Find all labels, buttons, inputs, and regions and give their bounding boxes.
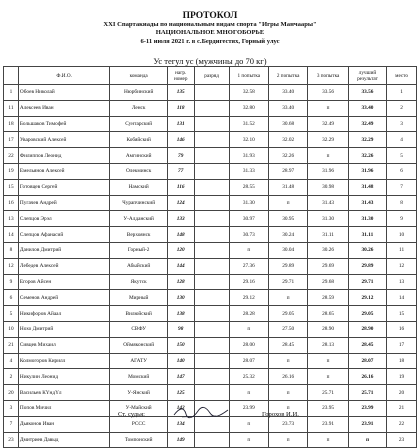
table-row (4, 148, 417, 164)
col-header-attempt-2: 2 попытка (269, 67, 308, 85)
rank-cell (194, 100, 229, 116)
protocol-header (0, 12, 420, 46)
start-order-cell: 22 (4, 148, 19, 164)
final-position-cell: 19 (387, 369, 417, 385)
rank-cell (194, 85, 229, 101)
final-position-cell: 13 (387, 274, 417, 290)
final-position-cell: 1 (387, 85, 417, 101)
team-cell: Кобяйский (110, 132, 167, 148)
start-order-cell: 12 (4, 258, 19, 274)
athlete-name-cell: Слепцов Эрэл (18, 211, 110, 227)
start-order-cell: 6 (4, 290, 19, 306)
attempt-2-cell: п (269, 385, 308, 401)
attempt-1-cell: п (229, 432, 268, 448)
bib-number-cell: 147 (167, 369, 194, 385)
start-order-cell: 1 (4, 85, 19, 101)
attempt-3-cell: п (308, 353, 348, 369)
attempt-2-cell: 29.89 (269, 258, 308, 274)
start-order-cell: 11 (4, 100, 19, 116)
attempt-3-cell: п (308, 369, 348, 385)
bib-number-cell: 98 (167, 321, 194, 337)
attempt-3-cell: п (308, 148, 348, 164)
attempt-2-cell: 27.50 (269, 321, 308, 337)
rank-cell (194, 337, 229, 353)
table-row (4, 85, 417, 101)
table-row (4, 321, 417, 337)
final-position-cell: 20 (387, 385, 417, 401)
event-name: XXI Спартакиады по национальным видам спорта "Игры Манчаары" (103, 20, 317, 28)
attempt-2-cell: 30.24 (269, 227, 308, 243)
best-result-cell: 30.26 (348, 242, 386, 258)
final-position-cell: 10 (387, 227, 417, 243)
attempt-1-cell: 29.12 (229, 290, 268, 306)
table-row (4, 385, 417, 401)
athlete-name-cell: Егоров Айсен (18, 274, 110, 290)
attempt-1-cell: 32.80 (229, 100, 268, 116)
start-order-cell: 16 (4, 195, 19, 211)
start-order-cell: 3 (4, 400, 19, 416)
col-header-attempt-3: 3 попытка (308, 67, 348, 85)
attempt-2-cell: 31.48 (269, 179, 308, 195)
chief-judge-label: Ст. судья: (118, 411, 145, 418)
final-position-cell: 18 (387, 353, 417, 369)
category-subtitle: Ус тегул ус (мужчины до 70 кг) (153, 56, 267, 66)
attempt-2-cell: 29.71 (269, 274, 308, 290)
table-header-row (4, 67, 417, 85)
attempt-3-cell: 29.68 (308, 274, 348, 290)
rank-cell (194, 290, 229, 306)
chief-judge-name: Горохов И.И. (262, 411, 299, 418)
event-dates-location: 6-11 июля 2021 г. в с.Бердигестях, Горный улус (140, 37, 280, 45)
attempt-3-cell: 23.91 (308, 416, 348, 432)
start-order-cell: 21 (4, 337, 19, 353)
final-position-cell: 6 (387, 163, 417, 179)
attempt-1-cell: п (229, 242, 268, 258)
attempt-3-cell: 28.90 (308, 321, 348, 337)
attempt-3-cell: 25.71 (308, 385, 348, 401)
athlete-name-cell: Дмитриев Давыд (18, 432, 110, 448)
start-order-cell: 19 (4, 163, 19, 179)
start-order-cell: 4 (4, 353, 19, 369)
final-position-cell: 15 (387, 306, 417, 322)
attempt-2-cell: 32.26 (269, 148, 308, 164)
rank-cell (194, 116, 229, 132)
athlete-name-cell: Никифоров Айаал (18, 306, 110, 322)
attempt-2-cell: п (269, 432, 308, 448)
table-row (4, 179, 417, 195)
athlete-name-cell: Большаков Тимофей (18, 116, 110, 132)
attempt-3-cell: 28.65 (308, 306, 348, 322)
protocol-title: ПРОТОКОЛ (182, 11, 238, 21)
team-cell: Нюрбинский (110, 85, 167, 101)
team-cell: Олекминск (110, 163, 167, 179)
final-position-cell: 22 (387, 416, 417, 432)
best-result-cell: 31.96 (348, 163, 386, 179)
rank-cell (194, 432, 229, 448)
team-cell: Момский (110, 369, 167, 385)
athlete-name-cell: Емельянов Алексей (18, 163, 110, 179)
bib-number-cell: 133 (167, 211, 194, 227)
best-result-cell: п (348, 432, 386, 448)
attempt-2-cell: 30.04 (269, 242, 308, 258)
attempt-1-cell: 30.97 (229, 211, 268, 227)
attempt-3-cell: 28.59 (308, 290, 348, 306)
col-header-name: Ф.И.О. (18, 67, 110, 85)
table-row (4, 163, 417, 179)
bib-number-cell: 148 (167, 227, 194, 243)
attempt-1-cell: 32.58 (229, 85, 268, 101)
athlete-name-cell: Колмогоров Кирилл (18, 353, 110, 369)
best-result-cell: 32.26 (348, 148, 386, 164)
best-result-cell: 26.16 (348, 369, 386, 385)
start-order-cell: 20 (4, 385, 19, 401)
attempt-3-cell: 29.69 (308, 258, 348, 274)
athlete-name-cell: Семенов Андрей (18, 290, 110, 306)
athlete-name-cell: Никулин Леонид (18, 369, 110, 385)
start-order-cell: 17 (4, 132, 19, 148)
results-table (3, 66, 417, 448)
attempt-1-cell: п (229, 321, 268, 337)
final-position-cell: 21 (387, 400, 417, 416)
start-order-cell: 15 (4, 179, 19, 195)
start-order-cell: 7 (4, 416, 19, 432)
attempt-1-cell: 25.32 (229, 369, 268, 385)
best-result-cell: 23.91 (348, 416, 386, 432)
rank-cell (194, 306, 229, 322)
final-position-cell: 8 (387, 195, 417, 211)
rank-cell (194, 132, 229, 148)
team-cell: АГАТУ (110, 353, 167, 369)
attempt-2-cell: 28.45 (269, 337, 308, 353)
bib-number-cell: 140 (167, 353, 194, 369)
attempt-1-cell: 32.10 (229, 132, 268, 148)
attempt-3-cell: 33.56 (308, 85, 348, 101)
best-result-cell: 28.90 (348, 321, 386, 337)
bib-number-cell: 142 (167, 400, 194, 416)
attempt-3-cell: п (308, 100, 348, 116)
athlete-name-cell: Сивцев Михаил (18, 337, 110, 353)
bib-number-cell: 131 (167, 116, 194, 132)
rank-cell (194, 211, 229, 227)
attempt-2-cell: 30.68 (269, 116, 308, 132)
col-header-bib: нагр. номер (167, 67, 194, 85)
rank-cell (194, 148, 229, 164)
athlete-name-cell: Готовцев Сергей (18, 179, 110, 195)
attempt-2-cell: 23.73 (269, 416, 308, 432)
table-row (4, 132, 417, 148)
attempt-3-cell: 30.98 (308, 179, 348, 195)
team-cell: У-Янский (110, 385, 167, 401)
table-row (4, 369, 417, 385)
attempt-1-cell: п (229, 416, 268, 432)
team-cell: Амгинский (110, 148, 167, 164)
final-position-cell: 7 (387, 179, 417, 195)
attempt-3-cell: 23.95 (308, 400, 348, 416)
attempt-2-cell: 32.02 (269, 132, 308, 148)
athlete-name-cell: Васильев КҮндҮл (18, 385, 110, 401)
team-cell: Верхоянск (110, 227, 167, 243)
start-order-cell: 18 (4, 116, 19, 132)
best-result-cell: 33.40 (348, 100, 386, 116)
table-row (4, 195, 417, 211)
bib-number-cell: 144 (167, 258, 194, 274)
table-row (4, 432, 417, 448)
bib-number-cell: 134 (167, 416, 194, 432)
athlete-name-cell: Данилов Дмитрий (18, 242, 110, 258)
rank-cell (194, 258, 229, 274)
final-position-cell: 14 (387, 290, 417, 306)
bib-number-cell: 150 (167, 337, 194, 353)
table-row (4, 227, 417, 243)
bib-number-cell: 77 (167, 163, 194, 179)
best-result-cell: 25.71 (348, 385, 386, 401)
table-row (4, 211, 417, 227)
rank-cell (194, 321, 229, 337)
bib-number-cell: 120 (167, 242, 194, 258)
final-position-cell: 5 (387, 148, 417, 164)
bib-number-cell: 116 (167, 179, 194, 195)
start-order-cell: 23 (4, 432, 19, 448)
final-position-cell: 4 (387, 132, 417, 148)
rank-cell (194, 353, 229, 369)
team-cell: Вилюйский (110, 306, 167, 322)
final-position-cell: 17 (387, 337, 417, 353)
attempt-1-cell: 31.93 (229, 148, 268, 164)
best-result-cell: 32.49 (348, 116, 386, 132)
attempt-1-cell: 27.36 (229, 258, 268, 274)
bib-number-cell: 149 (167, 432, 194, 448)
attempt-1-cell: 28.28 (229, 306, 268, 322)
athlete-name-cell: Уваровский Алексей (18, 132, 110, 148)
final-position-cell: 23 (387, 432, 417, 448)
col-header-attempt-1: 1 попытка (229, 67, 268, 85)
attempt-2-cell: 29.05 (269, 306, 308, 322)
table-row (4, 306, 417, 322)
team-cell: Абыйский (110, 258, 167, 274)
attempt-3-cell: п (308, 432, 348, 448)
athlete-name-cell: Обоев Николай (18, 85, 110, 101)
athlete-name-cell: Нохо Дмитрий (18, 321, 110, 337)
best-result-cell: 29.12 (348, 290, 386, 306)
team-cell: Якутск (110, 274, 167, 290)
start-order-cell: 14 (4, 227, 19, 243)
team-cell: Томпонский (110, 432, 167, 448)
bib-number-cell: 138 (167, 306, 194, 322)
attempt-1-cell: 31.30 (229, 195, 268, 211)
attempt-3-cell: 31.11 (308, 227, 348, 243)
table-row (4, 258, 417, 274)
attempt-3-cell: 32.49 (308, 116, 348, 132)
attempt-3-cell: 31.43 (308, 195, 348, 211)
rank-cell (194, 242, 229, 258)
attempt-2-cell: п (269, 290, 308, 306)
attempt-2-cell: 30.95 (269, 211, 308, 227)
rank-cell (194, 179, 229, 195)
team-cell: Мирный (110, 290, 167, 306)
best-result-cell: 23.99 (348, 400, 386, 416)
team-cell: У-Алданский (110, 211, 167, 227)
rank-cell (194, 385, 229, 401)
discipline-name: НАЦИОНАЛЬНОЕ МНОГОБОРЬЕ (155, 29, 265, 37)
athlete-name-cell: Попов Мичил (18, 400, 110, 416)
attempt-1-cell: 31.52 (229, 116, 268, 132)
rank-cell (194, 163, 229, 179)
athlete-name-cell: Филиппов Леонид (18, 148, 110, 164)
athlete-name-cell: Слепцов Афанасий (18, 227, 110, 243)
start-order-cell: 9 (4, 274, 19, 290)
attempt-2-cell: п (269, 400, 308, 416)
team-cell: Сунтарский (110, 116, 167, 132)
athlete-name-cell: Дьяконов Иван (18, 416, 110, 432)
attempt-1-cell: 23.99 (229, 400, 268, 416)
attempt-1-cell: 28.00 (229, 337, 268, 353)
table-row (4, 337, 417, 353)
attempt-2-cell: п (269, 195, 308, 211)
attempt-1-cell: п (229, 385, 268, 401)
final-position-cell: 16 (387, 321, 417, 337)
attempt-3-cell: 28.13 (308, 337, 348, 353)
attempt-2-cell: 33.40 (269, 100, 308, 116)
bib-number-cell: 130 (167, 290, 194, 306)
attempt-1-cell: 28.07 (229, 353, 268, 369)
start-order-cell: 2 (4, 369, 19, 385)
attempt-3-cell: 32.29 (308, 132, 348, 148)
attempt-1-cell: 28.55 (229, 179, 268, 195)
best-result-cell: 31.43 (348, 195, 386, 211)
bib-number-cell: 135 (167, 85, 194, 101)
rank-cell (194, 274, 229, 290)
start-order-cell: 8 (4, 242, 19, 258)
attempt-2-cell: 28.97 (269, 163, 308, 179)
bib-number-cell: 146 (167, 132, 194, 148)
team-cell: У-Майский (110, 400, 167, 416)
final-position-cell: 11 (387, 242, 417, 258)
final-position-cell: 12 (387, 258, 417, 274)
attempt-1-cell: 29.16 (229, 274, 268, 290)
start-order-cell: 10 (4, 321, 19, 337)
best-result-cell: 28.07 (348, 353, 386, 369)
table-row (4, 242, 417, 258)
col-header-best-result: лучший результат (348, 67, 386, 85)
table-row (4, 116, 417, 132)
best-result-cell: 31.30 (348, 211, 386, 227)
athlete-name-cell: Лебедев Алексей (18, 258, 110, 274)
attempt-1-cell: 30.73 (229, 227, 268, 243)
bib-number-cell: 128 (167, 274, 194, 290)
team-cell: Горный-2 (110, 242, 167, 258)
final-position-cell: 2 (387, 100, 417, 116)
best-result-cell: 29.71 (348, 274, 386, 290)
table-row (4, 353, 417, 369)
col-header-position: место (387, 67, 417, 85)
athlete-name-cell: Пугачев Андрей (18, 195, 110, 211)
attempt-3-cell: 31.96 (308, 163, 348, 179)
col-header-rank: разряд (194, 67, 229, 85)
team-cell: Ленск (110, 100, 167, 116)
rank-cell (194, 369, 229, 385)
bib-number-cell: 124 (167, 195, 194, 211)
bib-number-cell: 79 (167, 148, 194, 164)
attempt-2-cell: 33.40 (269, 85, 308, 101)
judge-signature (172, 405, 230, 419)
start-order-cell: 13 (4, 211, 19, 227)
final-position-cell: 9 (387, 211, 417, 227)
final-position-cell: 3 (387, 116, 417, 132)
team-cell: Чурапчинский (110, 195, 167, 211)
best-result-cell: 33.56 (348, 85, 386, 101)
table-row (4, 274, 417, 290)
bib-number-cell: 118 (167, 100, 194, 116)
best-result-cell: 29.89 (348, 258, 386, 274)
attempt-1-cell: 31.33 (229, 163, 268, 179)
col-header-place (4, 67, 19, 85)
table-row (4, 290, 417, 306)
team-cell: СВФУ (110, 321, 167, 337)
rank-cell (194, 227, 229, 243)
best-result-cell: 31.11 (348, 227, 386, 243)
attempt-2-cell: п (269, 353, 308, 369)
start-order-cell: 5 (4, 306, 19, 322)
best-result-cell: 32.29 (348, 132, 386, 148)
attempt-3-cell: 30.26 (308, 242, 348, 258)
attempt-3-cell: 31.30 (308, 211, 348, 227)
rank-cell (194, 195, 229, 211)
best-result-cell: 28.45 (348, 337, 386, 353)
team-cell: Оймяконский (110, 337, 167, 353)
athlete-name-cell: Алексеев Иван (18, 100, 110, 116)
col-header-team: команда (110, 67, 167, 85)
team-cell: РССС (110, 416, 167, 432)
team-cell: Намский (110, 179, 167, 195)
bib-number-cell: 125 (167, 385, 194, 401)
attempt-2-cell: 26.16 (269, 369, 308, 385)
table-row (4, 100, 417, 116)
best-result-cell: 31.48 (348, 179, 386, 195)
best-result-cell: 29.05 (348, 306, 386, 322)
